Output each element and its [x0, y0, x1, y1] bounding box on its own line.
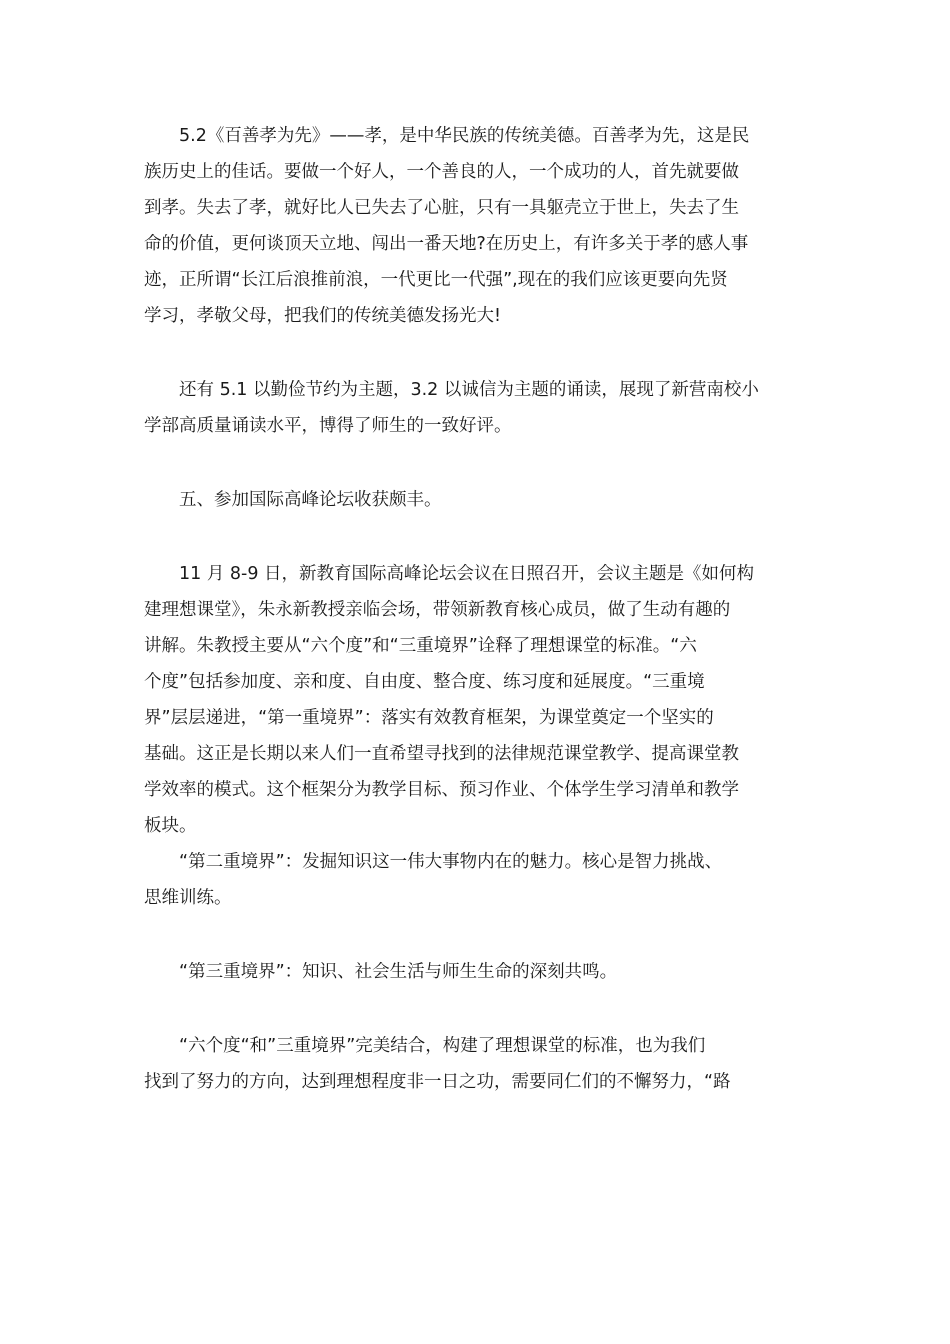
- paragraph-forum: [144, 556, 808, 844]
- paragraph-spacer: [144, 990, 808, 1028]
- text-line: “第二重境界”：发掘知识这一伟大事物内在的魅力。核心是智力挑战、: [179, 852, 723, 872]
- text-line: 个度”包括参加度、亲和度、自由度、整合度、练习度和延展度。“三重境: [144, 672, 705, 692]
- document-body: [144, 118, 808, 1100]
- text-line: 基础。这正是长期以来人们一直希望寻找到的法律规范课堂教学、提高课堂教: [144, 744, 739, 764]
- text-line: 命的价值，更何谈顶天立地、闯出一番天地?在历史上，有许多关于孝的感人事: [144, 234, 749, 254]
- text-line: 学部高质量诵读水平，博得了师生的一致好评。: [144, 416, 512, 436]
- text-line: 界”层层递进，“第一重境界”：落实有效教育框架，为课堂奠定一个坚实的: [144, 708, 714, 728]
- paragraph-second-realm: [144, 844, 808, 916]
- text-line: 板块。: [144, 816, 197, 836]
- paragraph-spacer: [144, 444, 808, 482]
- text-line: 到孝。失去了孝，就好比人已失去了心脏，只有一具躯壳立于世上，失去了生: [144, 198, 739, 218]
- paragraph-filial-piety: [144, 118, 808, 334]
- text-line: 学效率的模式。这个框架分为教学目标、预习作业、个体学生学习清单和教学: [144, 780, 739, 800]
- text-line: 五、参加国际高峰论坛收获颇丰。: [179, 490, 442, 510]
- paragraph-third-realm: [144, 954, 808, 990]
- text-line: 思维训练。: [144, 888, 232, 908]
- text-line: 学习，孝敬父母，把我们的传统美德发扬光大!: [144, 306, 502, 326]
- text-line: 讲解。朱教授主要从“六个度”和“三重境界”诠释了理想课堂的标准。“六: [144, 636, 697, 656]
- paragraph-spacer: [144, 518, 808, 556]
- text-line: 建理想课堂》，朱永新教授亲临会场，带领新教育核心成员，做了生动有趣的: [144, 600, 731, 620]
- text-line: 11 月 8-9 日，新教育国际高峰论坛会议在日照召开，会议主题是《如何构: [179, 564, 755, 584]
- text-line: “六个度“和”三重境界”完美结合，构建了理想课堂的标准，也为我们: [179, 1036, 706, 1056]
- paragraph-spacer: [144, 916, 808, 954]
- text-line: 5.2《百善孝为先》——孝，是中华民族的传统美德。百善孝为先，这是民: [179, 126, 750, 146]
- paragraph-other-readings: [144, 372, 808, 444]
- section-heading: [144, 482, 808, 518]
- paragraph-spacer: [144, 334, 808, 372]
- text-line: 找到了努力的方向，达到理想程度非一日之功，需要同仁们的不懈努力，“路: [144, 1072, 731, 1092]
- text-line: 族历史上的佳话。要做一个好人，一个善良的人，一个成功的人，首先就要做: [144, 162, 739, 182]
- text-line: “第三重境界”：知识、社会生活与师生生命的深刻共鸣。: [179, 962, 618, 982]
- text-line: 迹，正所谓“长江后浪推前浪，一代更比一代强”,现在的我们应该更要向先贤: [144, 270, 728, 290]
- text-line: 还有 5.1 以勤俭节约为主题，3.2 以诚信为主题的诵读，展现了新营南校小: [179, 380, 759, 400]
- paragraph-conclusion: [144, 1028, 808, 1100]
